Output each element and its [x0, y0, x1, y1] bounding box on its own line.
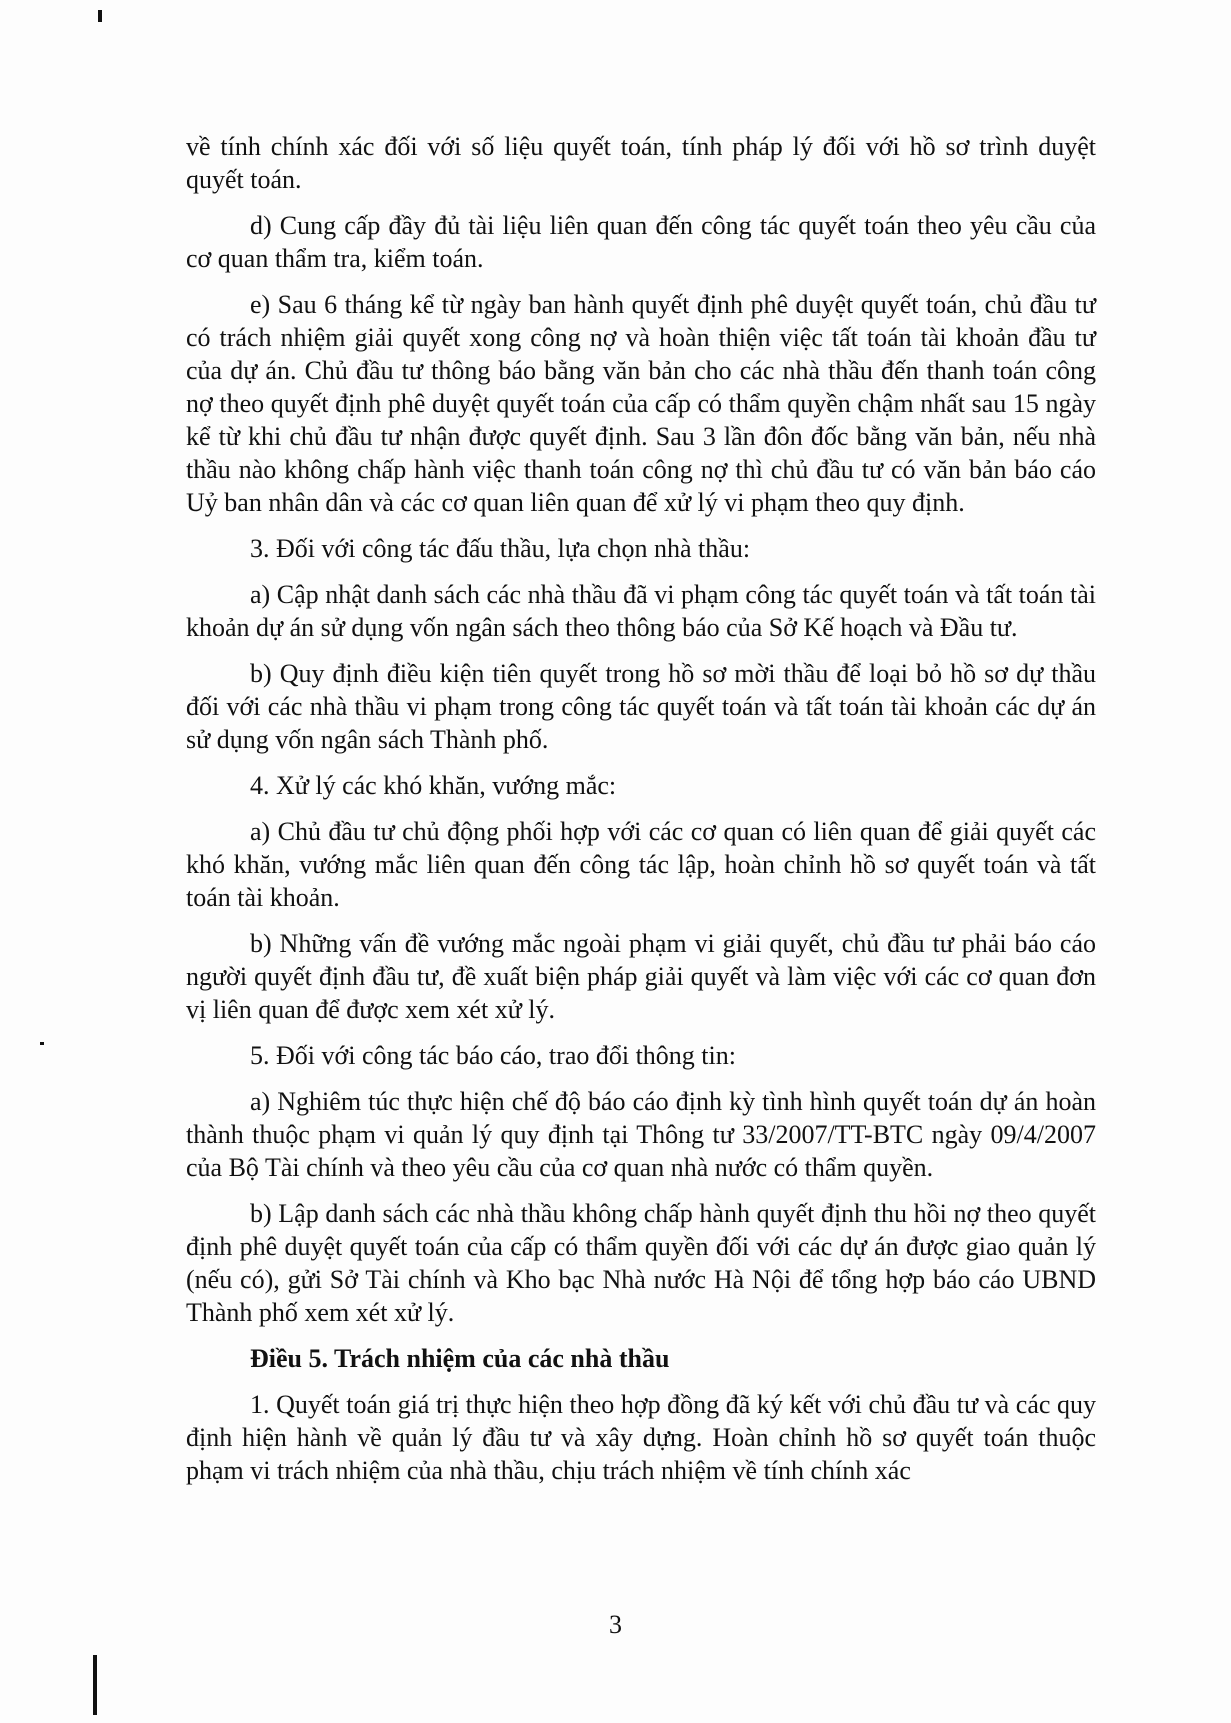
- document-body: [186, 130, 1096, 1500]
- section-4-title: 4. Xử lý các khó khăn, vướng mắc:: [250, 771, 617, 800]
- paragraph-3b: b) Quy định điều kiện tiên quyết trong hồ sơ mời thầu để loại bỏ hồ sơ dự thầu đối với các nhà thầu vi phạm trong công tác quyết toán và tất toán tài khoản các dự án sử dụng vốn ngân sách Thành phố.: [186, 659, 1096, 754]
- paragraph-continuation: về tính chính xác đối với số liệu quyết toán, tính pháp lý đối với hồ sơ trình duyệt quyết toán.: [186, 132, 1096, 194]
- paragraph-5b: b) Lập danh sách các nhà thầu không chấp hành quyết định thu hồi nợ theo quyết định phê duyệt quyết toán của cấp có thẩm quyền đối với các dự án được giao quản lý (nếu có), gửi Sở Tài chính và Kho bạc Nhà nước Hà Nội để tổng hợp báo cáo UBND Thành phố xem xét xử lý.: [186, 1199, 1096, 1327]
- paragraph-4a: a) Chủ đầu tư chủ động phối hợp với các cơ quan có liên quan để giải quyết các khó khăn, vướng mắc liên quan đến công tác lập, hoàn chỉnh hồ sơ quyết toán và tất toán tài khoản.: [186, 817, 1096, 912]
- paragraph-article5-1: 1. Quyết toán giá trị thực hiện theo hợp đồng đã ký kết với chủ đầu tư và các quy định hiện hành về quản lý đầu tư và xây dựng. Hoàn chỉnh hồ sơ quyết toán thuộc phạm vi trách nhiệm của nhà thầu, chịu trách nhiệm về tính chính xác: [186, 1390, 1096, 1485]
- page-number: 3: [609, 1610, 622, 1639]
- scan-mark: [93, 1655, 97, 1715]
- scan-mark: [98, 10, 102, 22]
- paragraph-5a: a) Nghiêm túc thực hiện chế độ báo cáo định kỳ tình hình quyết toán dự án hoàn thành thuộc phạm vi quản lý quy định tại Thông tư 33/2007/TT-BTC ngày 09/4/2007 của Bộ Tài chính và theo yêu cầu của cơ quan nhà nước có thẩm quyền.: [186, 1087, 1096, 1182]
- section-3-title: 3. Đối với công tác đấu thầu, lựa chọn nhà thầu:: [250, 534, 751, 563]
- paragraph-item-e: e) Sau 6 tháng kể từ ngày ban hành quyết định phê duyệt quyết toán, chủ đầu tư có trách nhiệm giải quyết xong công nợ và hoàn thiện việc tất toán tài khoản đầu tư của dự án. Chủ đầu tư thông báo bằng văn bản cho các nhà thầu đến thanh toán công nợ theo quyết định phê duyệt quyết toán của cấp có thẩm quyền chậm nhất sau 15 ngày kể từ khi chủ đầu tư nhận được quyết định. Sau 3 lần đôn đốc bằng văn bản, nếu nhà thầu nào không chấp hành việc thanh toán công nợ thì chủ đầu tư có văn bản báo cáo Uỷ ban nhân dân và các cơ quan liên quan để xử lý vi phạm theo quy định.: [186, 290, 1096, 517]
- paragraph-3a: a) Cập nhật danh sách các nhà thầu đã vi phạm công tác quyết toán và tất toán tài khoản dự án sử dụng vốn ngân sách theo thông báo của Sở Kế hoạch và Đầu tư.: [186, 580, 1096, 642]
- section-5-title: 5. Đối với công tác báo cáo, trao đổi thông tin:: [250, 1041, 736, 1070]
- paragraph-item-d: d) Cung cấp đầy đủ tài liệu liên quan đến công tác quyết toán theo yêu cầu của cơ quan thẩm tra, kiểm toán.: [186, 211, 1096, 273]
- scan-mark: [40, 1042, 44, 1045]
- article-5-heading: Điều 5. Trách nhiệm của các nhà thầu: [250, 1344, 670, 1373]
- paragraph-4b: b) Những vấn đề vướng mắc ngoài phạm vi giải quyết, chủ đầu tư phải báo cáo người quyết định đầu tư, đề xuất biện pháp giải quyết và làm việc với các cơ quan đơn vị liên quan để được xem xét xử lý.: [186, 929, 1096, 1024]
